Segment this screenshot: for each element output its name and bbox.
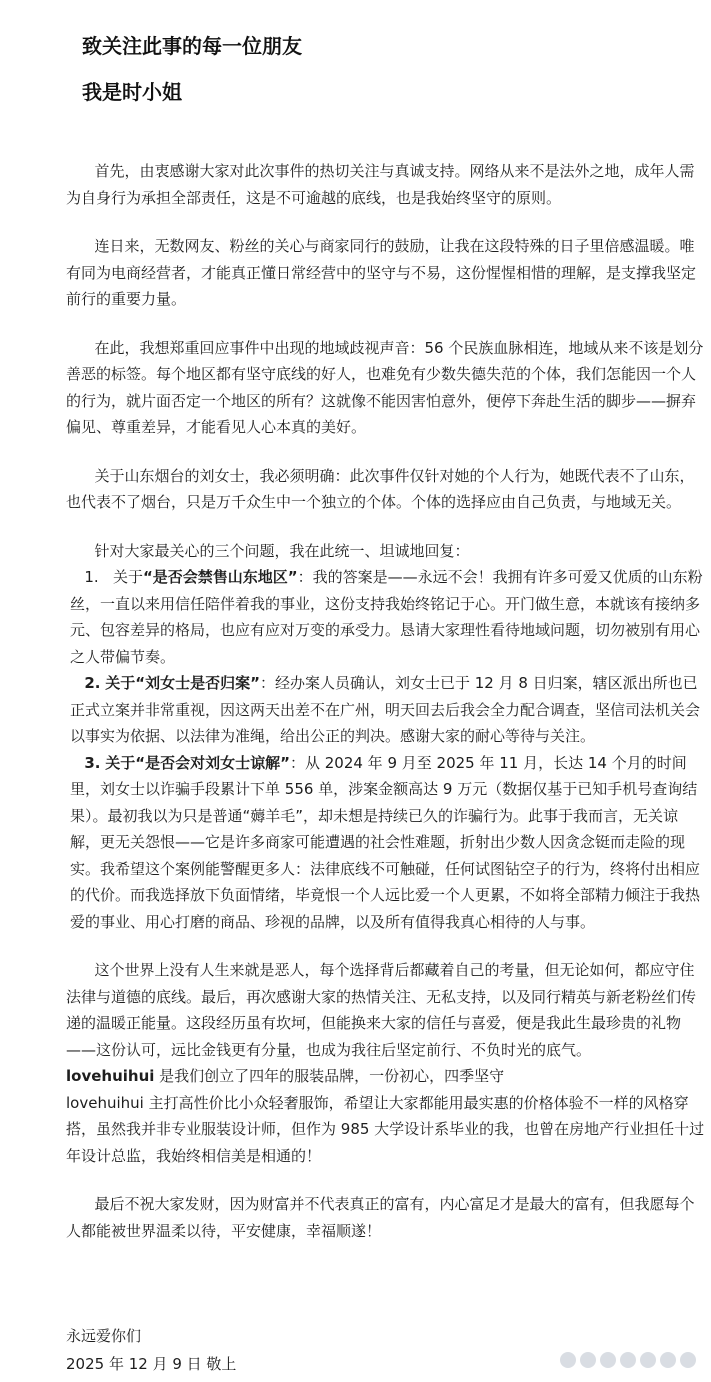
paragraph-closing-thanks: 这个世界上没有人生来就是恶人，每个选择背后都藏着自己的考量，但无论如何，都应守住法律与道德的底线。最后，再次感谢大家的热情关注、无私支持，以及同行精英与新老粉丝们传递的温暖正能量。这段经历虽有坎坷，但能换来大家的信任与喜爱，便是我此生最珍贵的礼物——这份认可，远比金钱更有分量，也成为我往后坚定前行、不负时光的底气。 [66, 961, 697, 1059]
paragraph-thanks: 首先，由衷感谢大家对此次事件的热切关注与真诚支持。网络从来不是法外之地，成年人需为自身行为承担全部责任，这是不可逾越的底线，也是我始终坚守的原则。 [66, 162, 695, 207]
answer-1-prefix: 关于 [112, 568, 143, 586]
letter-subtitle: 我是时小姐 [82, 80, 182, 104]
answer-2-prefix: 关于 [105, 674, 136, 692]
answer-2-question: “刘女士是否归案” [135, 674, 260, 692]
paragraph-wishes: 最后不祝大家发财，因为财富并不代表真正的富有，内心富足才是最大的富有，但我愿每个人都能被世界温柔以待，平安健康，幸福顺遂！ [66, 1195, 695, 1240]
answer-3-prefix: 关于 [105, 753, 136, 772]
paragraph-support: 连日来，无数网友、粉丝的关心与商家同行的鼓励，让我在这段特殊的日子里倍感温暖。唯有同为电商经营者，才能真正懂日常经营中的坚守与不易，这份惺惺相惜的理解，是支撑我坚定前行的重要力量。 [66, 237, 697, 308]
brand-name: lovehuihui [66, 1067, 155, 1085]
answer-1-question: “是否会禁售山东地区” [142, 568, 298, 586]
signature-block [66, 1322, 236, 1378]
answer-3-text: ：从 2024 年 9 月至 2025 年 11 月，长达 14 个月的时间里，刘女士以诈骗手段累计下单 556 单，涉案金额高达 9 万元（数据仅基于已知手机号查询结果）。最初我以为只是普通“薅羊毛”，却未想是持续已久的诈骗行为。此事于我而言，无关谅解，更无关怨恨——它是许多商家可能遭遇的社会性难题，折射出少数人因贪念铤而走险的现实。我希望这个案例能警醒更多人：法律底线不可触碰，任何试图钻空子的行为，终将付出相应的代价。而我选择放下负面情绪，毕竟恨一个人远比爱一个人更累，不如将全部精力倾注于我热爱的事业、用心打磨的商品、珍视的品牌，以及所有值得我真心相待的人与事。 [70, 753, 701, 931]
answer-1-number: 1. [84, 568, 99, 586]
watermark-dot [660, 1352, 676, 1368]
brand-intro [66, 1063, 706, 1090]
closing-line: 永远爱你们 [66, 1327, 142, 1345]
watermark-dot [680, 1352, 696, 1368]
answer-3 [66, 750, 706, 936]
paragraph-regional-discrimination: 在此，我想郑重回应事件中出现的地域歧视声音：56 个民族血脉相连，地域从来不该是划分善恶的标签。每个地区都有坚守底线的好人，也难免有少数失德失范的个体，我们怎能因一个人的行为，就片面否定一个地区的所有？这就像不能因害怕意外，便停下奔赴生活的脚步——摒弃偏见、尊重差异，才能看见人心本真的美好。 [66, 338, 704, 436]
brand-description: lovehuihui 主打高性价比小众轻奢服饰，希望让大家都能用最实惠的价格体验不一样的风格穿搭，虽然我并非专业服装设计师，但作为 985 大学设计系毕业的我，也曾在房地产行业担任十过年设计总监，我始终相信美是相通的！ [66, 1093, 705, 1165]
answer-1-text: ：我的答案是——永远不会！我拥有许多可爱又优质的山东粉丝，一直以来用信任陪伴着我的事业，这份支持我始终铭记于心。开门做生意，本就该有接纳多元、包容差异的格局，也应有应对万变的承受力。恳请大家理性看待地域问题，切勿被别有用心之人带偏节奏。 [70, 568, 703, 666]
brand-intro-text: 是我们创立了四年的服装品牌，一份初心，四季坚守 [154, 1067, 505, 1085]
watermark-dot [580, 1352, 596, 1368]
watermark-dot [560, 1352, 576, 1368]
answer-2 [66, 670, 706, 750]
paragraph-questions-intro: 针对大家最关心的三个问题，我在此统一、坦诚地回复： [94, 541, 470, 560]
answer-2-text: ：经办案人员确认，刘女士已于 12 月 8 日归案，辖区派出所也已正式立案并非常重视，因这两天出差不在广州，明天回去后我会全力配合调查，坚信司法机关会以事实为依据、以法律为准绳，给出公正的判决。感谢大家的耐心等待与关注。 [70, 674, 701, 745]
watermark-dot [600, 1352, 616, 1368]
watermark-dots [560, 1352, 696, 1368]
answer-3-number: 3. [84, 753, 101, 772]
watermark-dot [620, 1352, 636, 1368]
answer-3-question: “是否会对刘女士谅解” [135, 753, 290, 772]
letter-title: 致关注此事的每一位朋友 [82, 34, 302, 58]
watermark-dot [640, 1352, 656, 1368]
answer-1 [66, 564, 706, 670]
paragraph-ms-liu: 关于山东烟台的刘女士，我必须明确：此次事件仅针对她的个人行为，她既代表不了山东，也代表不了烟台，只是万千众生中一个独立的个体。个体的选择应由自己负责，与地域无关。 [66, 466, 695, 511]
signature-date: 2025 年 12 月 9 日 敬上 [66, 1355, 237, 1373]
letter-body [66, 158, 706, 1266]
answer-2-number: 2. [84, 674, 101, 692]
